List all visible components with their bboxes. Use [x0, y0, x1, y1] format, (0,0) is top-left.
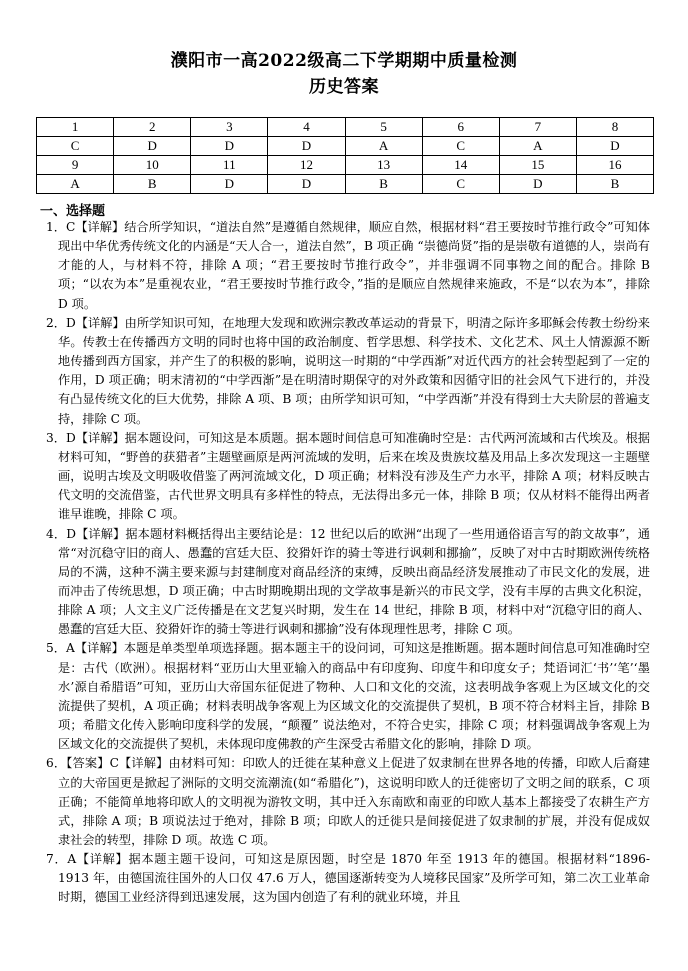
answer-cell: B — [576, 175, 653, 194]
question-number-cell: 10 — [114, 156, 191, 175]
explanation-item: 3．D【详解】据本题设问，可知这是本质题。据本题时间信息可知准确时空是：古代两河流域和古代埃及。根据材料可知，“野兽的获猎者”主题壁画原是两河流域的发明，后来在埃及贵族坟墓及用品上多次发现这一主题壁画，说明古埃及文明吸收借鉴了两河流域文化，D 项正确；材料没有涉及生产力水平，排除 A 项；材料反映古代文明的交流借鉴，古代世界文明具有多样性的特点，无法得出多元一体，排除 B 项；仅从材料不能得出两者谁早谁晚，排除 C 项。 — [46, 430, 650, 522]
explanation-item: 1．C【详解】结合所学知识，“道法自然”是遵循自然规律，顺应自然，根据材料“君王要按时节推行政令”可知体现出中华优秀传统文化的内涵是“天人合一，道法自然”，B 项正确 “崇德尚贤”指的是崇敬有道德的人，崇尚有才能的人，与材料不符，排除 A 项；“君王要按时节推行政令”，并非强调不同事物之间的配合。排除 B 项；“以农为本”是重视农业，“君王要按时节推行政令，”指的是顺应自然规律来施政，不是“以农为本”，排除 D 项。 — [46, 220, 650, 311]
answer-cell: C — [37, 137, 114, 156]
question-number-cell: 15 — [499, 156, 576, 175]
answer-cell: C — [422, 137, 499, 156]
explanation-item: 2．D【详解】由所学知识可知，在地理大发现和欧洲宗教改革运动的背景下，明清之际许多耶稣会传教士纷纷来华。传教士在传播西方文明的同时也将中国的政治制度、哲学思想、科学技术、文化艺术、风土人情源源不断地传播到西方国家，并产生了的积极的影响，说明这一时期的“中学西渐”对近代西方的社会转型起到了一定的作用，D 项正确；明末清初的“中学西渐”是在明清时期保守的对外政策和因循守旧的社会风气下进行的，并没有凸显传统文化的巨大优势，排除 A 项、B 项；由所学知识可知，“中学西渐”并没有得到士大夫阶层的普遍支持，排除 C 项。 — [46, 315, 650, 426]
answer-cell: A — [499, 137, 576, 156]
answer-cell: D — [191, 175, 268, 194]
page-title: 濮阳市一高2022级高二下学期期中质量检测 — [170, 51, 518, 71]
answer-cell: D — [191, 137, 268, 156]
answer-cell: B — [345, 175, 422, 194]
question-number-cell: 2 — [114, 118, 191, 137]
answer-row — [37, 137, 654, 156]
page-subtitle: 历史答案 — [309, 77, 379, 97]
question-number-cell: 14 — [422, 156, 499, 175]
question-number-cell: 11 — [191, 156, 268, 175]
answer-cell: A — [37, 175, 114, 194]
answer-cell: A — [345, 137, 422, 156]
section-heading: 一、选择题 — [40, 204, 106, 219]
answer-cell: D — [499, 175, 576, 194]
question-number-row — [37, 156, 654, 175]
answer-cell: D — [114, 137, 191, 156]
answer-cell: D — [268, 137, 345, 156]
explanation-item: 4．D【详解】据本题材料概括得出主要结论是：12 世纪以后的欧洲“出现了一些用通俗语言写的韵文故事”，通常“对沉稳守旧的商人、愚蠢的宫廷大臣、狡猾奸诈的骑士等进行讽刺和挪揄”，反映了对中古时期欧洲传统格局的不满，这种不满主要来源与封建制度对商品经济的束缚，反映出商品经济发展推动了市民文化的发展，进而冲击了传统思想，D 项正确；中古时期晚期出现的文学故事是新兴的市民文学，没有丰厚的古典文化积淀，排除 A 项；人文主义广泛传播是在文艺复兴时期，发生在 14 世纪，排除 B 项，材料中对“沉稳守旧的商人、愚蠢的宫廷大臣、狡猾奸诈的骑士等进行讽刺和挪揄”没有体现理性思考，排除 C 项。 — [46, 526, 650, 637]
question-number-cell: 8 — [576, 118, 653, 137]
question-number-cell: 4 — [268, 118, 345, 137]
question-number-cell: 12 — [268, 156, 345, 175]
question-number-row — [37, 118, 654, 137]
explanation-item: 7．A【详解】据本题主题干设问，可知这是原因题，时空是 1870 年至 1913 年的德国。根据材料“1896-1913 年，由德国流往国外的人口仅 47.6 万人，德国逐渐转变为人境移民国家”及所学可知，第二次工业革命时期，德国工业经济得到迅速发展，这为国内创造了有利的就业环境，并且 — [46, 852, 650, 905]
explanation-item: 6．【答案】C【详解】由材料可知：印欧人的迁徙在某种意义上促进了奴隶制在世界各地的传播，印欧人后裔建立的大帝国更是掀起了洲际的文明交流潮流(如“希腊化”)，这说明印欧人的迁徙密切了文明之间的联系，C 项正确；不能简单地将印欧人的文明视为游牧文明，其中迁入东南欧和南亚的印欧人基本上都接受了农耕生产方式，排除 A 项；B 项说法过于绝对，排除 B 项；印欧人的迁徙只是间接促进了奴隶制的扩展，并没有促成奴隶社会的转型，排除 D 项。故选 C 项。 — [46, 756, 650, 847]
answer-cell: D — [268, 175, 345, 194]
question-number-cell: 1 — [37, 118, 114, 137]
question-number-cell: 7 — [499, 118, 576, 137]
question-number-cell: 9 — [37, 156, 114, 175]
question-number-cell: 6 — [422, 118, 499, 137]
answer-table — [36, 117, 654, 194]
question-number-cell: 16 — [576, 156, 653, 175]
question-number-cell: 3 — [191, 118, 268, 137]
answer-explanations — [46, 218, 650, 908]
answer-cell: D — [576, 137, 653, 156]
answer-cell: B — [114, 175, 191, 194]
question-number-cell: 5 — [345, 118, 422, 137]
question-number-cell: 13 — [345, 156, 422, 175]
answer-cell: C — [422, 175, 499, 194]
answer-row — [37, 175, 654, 194]
explanation-item: 5．A【详解】本题是单类型单项选择题。据本题主干的设问词，可知这是推断题。据本题时间信息可知准确时空是：古代（欧洲）。根据材料“亚历山大里亚输入的商品中有印度狗、印度牛和印度女子；梵语词汇‘书’‘笔’‘墨水’源自希腊语”可知，亚历山大帝国东征促进了物种、人口和文化的交流，这表明战争客观上为区域文化的交流提供了契机，A 项正确；材料表明战争客观上为区域文化的交流提供了契机，B 项不符合材料主旨，排除 B 项；希腊文化传入影响印度科学的发展，“颠覆” 说法绝对，不符合史实，排除 C 项；材料强调战争客观上为区域文化的交流提供了契机，未体现印度佛教的产生深受古希腊文化的影响，排除 D 项。 — [46, 641, 650, 752]
